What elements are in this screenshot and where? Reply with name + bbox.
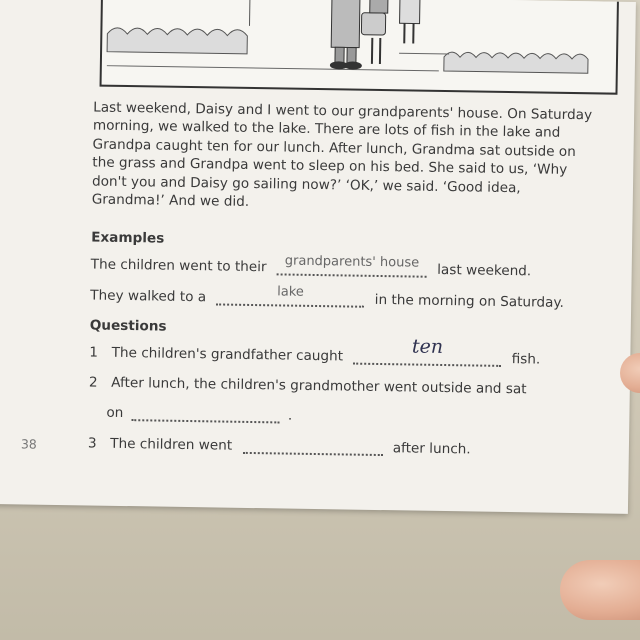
- example-row: [90, 285, 564, 310]
- illustration-drawing: [98, 0, 620, 102]
- example-text-after: in the morning on Saturday.: [374, 291, 564, 311]
- story-line: don't you and Daisy go sailing now?’ ‘OK,’ we said. ‘Good idea,: [91, 173, 521, 196]
- question-row: [89, 374, 527, 397]
- example-text-after: last weekend.: [437, 261, 532, 280]
- question-row-continued: [106, 403, 292, 424]
- story-illustration: [98, 0, 620, 102]
- question-text-after: after lunch.: [392, 440, 471, 458]
- story-line: Grandma!’ And we did.: [91, 191, 250, 210]
- example-row: [91, 254, 532, 279]
- example-answer: lake: [277, 284, 304, 300]
- story-paragraph: [92, 98, 594, 216]
- story-line: morning, we walked to the lake. There are lots of fish in the lake and: [92, 117, 561, 142]
- example-text-before: They walked to a: [90, 287, 207, 306]
- question-row: [88, 433, 471, 457]
- finger: [560, 560, 640, 620]
- question-number: 3: [87, 435, 97, 452]
- story-line: Grandpa caught ten for our lunch. After lunch, Grandma sat outside on: [92, 136, 576, 160]
- page-number: 38: [20, 436, 37, 452]
- question-number: 1: [89, 344, 99, 361]
- question-row: [89, 335, 541, 368]
- question-text-before: The children went: [110, 435, 233, 454]
- answer-blank: [277, 253, 427, 277]
- handwritten-answer: ten: [411, 335, 444, 359]
- example-answer: grandparents' house: [284, 253, 420, 271]
- question-text: After lunch, the children's grandmother went outside and sat: [111, 374, 527, 398]
- answer-blank: [216, 284, 364, 307]
- questions-heading: Questions: [89, 317, 167, 335]
- answer-blank[interactable]: [353, 335, 501, 367]
- answer-blank[interactable]: [242, 436, 382, 456]
- example-text-before: The children went to their: [90, 256, 267, 276]
- handwritten-answer: [243, 424, 383, 426]
- examples-heading: Examples: [91, 229, 165, 247]
- answer-blank[interactable]: [132, 403, 280, 423]
- question-text-after: .: [287, 407, 293, 424]
- story-line: the grass and Grandpa went to sleep on his bed. She said to us, ‘Why: [92, 154, 568, 179]
- question-text-after: fish.: [511, 351, 541, 368]
- question-number: 2: [88, 374, 98, 391]
- question-text-before: The children's grandfather caught: [111, 344, 344, 365]
- question-text-before: on: [106, 404, 124, 421]
- story-line: Last weekend, Daisy and I went to our grandparents' house. On Saturday: [93, 99, 593, 124]
